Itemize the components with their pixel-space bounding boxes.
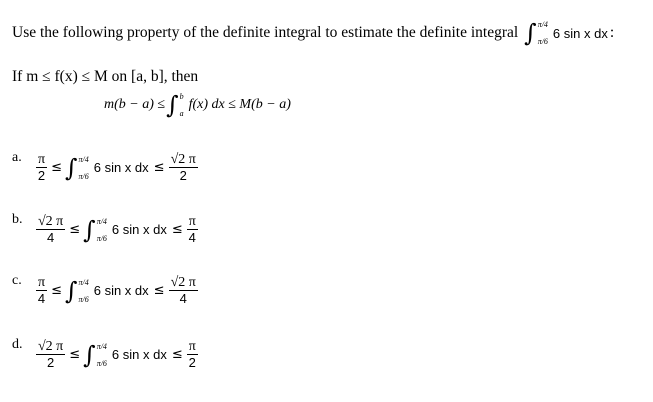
lower-limit: a — [179, 109, 184, 118]
option-letter: d. — [12, 337, 23, 352]
upper-bound-fraction-numerator: π — [188, 339, 196, 354]
integral-sign-icon: ∫ — [64, 153, 78, 182]
less-equal-symbol: ≤ — [69, 347, 81, 362]
option-integral — [65, 155, 89, 181]
option-integrand: 6 sin x dx — [111, 222, 167, 237]
upper-limit: π/4 — [96, 216, 107, 226]
question-integrand: 6 sin x dx — [552, 25, 608, 41]
option-letter: b. — [12, 212, 23, 227]
option-letter: c. — [12, 273, 22, 288]
integral-sign-icon: ∫ — [64, 276, 78, 305]
upper-limit: π/4 — [96, 341, 107, 351]
lower-bound-fraction-numerator: π — [38, 152, 46, 167]
upper-limit: b — [179, 92, 184, 101]
lower-limit: π/6 — [78, 294, 89, 304]
lower-bound-fraction — [36, 152, 47, 183]
option-integral — [83, 217, 107, 243]
integral-sign-icon: ∫ — [83, 340, 96, 369]
less-equal-symbol: ≤ — [171, 222, 183, 237]
option-integral — [65, 278, 89, 304]
property-integral — [166, 92, 184, 118]
lower-limit: π/6 — [96, 233, 107, 243]
upper-bound-fraction-numerator: π — [188, 214, 196, 229]
upper-bound-fraction — [187, 214, 198, 245]
lower-bound-fraction-denominator: 2 — [37, 168, 46, 183]
property-statement: If m ≤ f(x) ≤ M on [a, b], then — [12, 68, 199, 85]
option-integral — [83, 342, 107, 368]
upper-bound-fraction-denominator: 4 — [188, 230, 196, 245]
integral-sign-icon: ∫ — [524, 19, 537, 47]
lower-bound-fraction — [36, 339, 65, 370]
less-equal-symbol: ≤ — [153, 160, 165, 175]
upper-bound-fraction — [187, 339, 198, 370]
lower-limit: π/6 — [96, 358, 107, 368]
lower-bound-fraction — [36, 275, 47, 306]
option-letter: a. — [12, 150, 22, 165]
upper-bound-fraction-denominator: 2 — [179, 168, 187, 183]
question-text: Use the following property of the definite integral to estimate the definite integral — [12, 24, 519, 41]
less-equal-symbol: ≤ — [153, 283, 165, 298]
upper-bound-fraction — [169, 152, 198, 183]
property-lhs: m(b − a) ≤ — [104, 97, 166, 112]
lower-bound-fraction — [36, 214, 65, 245]
less-equal-symbol: ≤ — [51, 160, 62, 175]
option-inequality — [34, 339, 200, 370]
property-rhs: f(x) dx ≤ M(b − a) — [188, 97, 291, 112]
lower-limit: π/6 — [78, 171, 89, 181]
option-integrand: 6 sin x dx — [93, 160, 149, 175]
upper-bound-fraction — [169, 275, 198, 306]
option-integrand: 6 sin x dx — [93, 283, 149, 298]
option-inequality — [34, 214, 200, 245]
less-equal-symbol: ≤ — [51, 283, 62, 298]
upper-bound-fraction-numerator: √2 π — [170, 275, 196, 290]
upper-bound-fraction-numerator: √2 π — [170, 152, 196, 167]
option-integrand: 6 sin x dx — [111, 347, 167, 362]
question-integral — [524, 20, 548, 46]
upper-limit: π/4 — [78, 154, 89, 164]
question-colon: : — [609, 24, 615, 41]
lower-bound-fraction-denominator: 4 — [37, 291, 46, 306]
upper-bound-fraction-denominator: 2 — [188, 355, 196, 370]
upper-limit: π/4 — [78, 277, 89, 287]
option-inequality — [34, 152, 200, 183]
question-line — [12, 20, 614, 46]
less-equal-symbol: ≤ — [171, 347, 183, 362]
upper-bound-fraction-denominator: 4 — [179, 291, 187, 306]
lower-bound-fraction-denominator: 4 — [47, 230, 55, 245]
lower-bound-fraction-numerator: √2 π — [38, 214, 64, 229]
integral-sign-icon: ∫ — [166, 91, 179, 119]
option-inequality — [34, 275, 200, 306]
upper-limit: π/4 — [537, 20, 548, 29]
lower-bound-fraction-numerator: √2 π — [38, 339, 64, 354]
lower-limit: π/6 — [537, 37, 548, 46]
integral-sign-icon: ∫ — [83, 215, 96, 244]
lower-bound-fraction-numerator: π — [38, 275, 46, 290]
less-equal-symbol: ≤ — [69, 222, 81, 237]
lower-bound-fraction-denominator: 2 — [47, 355, 55, 370]
property-formula — [104, 92, 291, 118]
